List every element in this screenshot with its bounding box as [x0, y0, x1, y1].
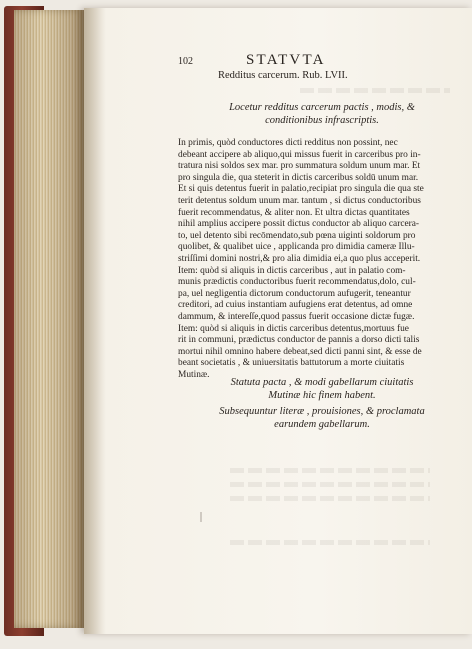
text-line: nihil amplius accipere possit dictus conductor ab aliquo carcera- [178, 219, 420, 230]
section-title-line: conditionibus infrascriptis. [265, 115, 379, 126]
text-line: Item: quòd si aliquis in dictis carceribus detentus,mortuus fue [178, 323, 409, 334]
text-line: dammum, & intereſſe,quod passus fuerit occasione dictæ fugæ. [178, 311, 415, 322]
closing-line: Statuta pacta , & modi gabellarum ciuitatis [230, 377, 414, 388]
text-line: Item: quòd si aliquis in dictis carceribus , aut in palatio com- [178, 265, 406, 276]
text-line: fuerit recommendatus, & aliter non. Et ultra dictas quantitates [178, 207, 410, 218]
body-text [178, 138, 452, 381]
gutter-shadow [84, 8, 106, 634]
text-line: to, uel detento sibi recōmendato,sub pœna uiginti soldorum pro [178, 230, 416, 241]
section-title-line: Locetur redditus carcerum pactis , modis, & [229, 102, 415, 113]
text-line: tratura nisi soldos sex mar. pro summatura soldum unum mar. Et [178, 161, 421, 172]
text-line: Et si quis detentus fuerit in palatio,recipiat pro singula die qua ste [178, 184, 424, 195]
text-line: creditori, ad cuius instantiam aufugiens erat detentus, ad omne [178, 300, 413, 311]
closing-line: Mutinæ hic finem habent. [268, 390, 376, 401]
page-edges [14, 10, 84, 628]
text-line: pa, uel negligentia dictorum conductorum aufugerit, teneantur [178, 288, 411, 299]
closing-statement [200, 376, 444, 402]
text-line: striſſimi domini nostri,& pro alia dimidia ei,a quo plus acceperit. [178, 253, 421, 264]
text-line: In primis, quòd conductores dicti redditus non possint, nec [178, 138, 398, 148]
section-title [202, 101, 442, 127]
text-line: pro singula die, qua steterit in dictis carceribus soldū unum mar. [178, 172, 419, 183]
page-mark [200, 512, 202, 522]
text-line: munis prædictis conductoribus fuerit recommendatus,dolo, cul- [178, 277, 416, 288]
bleed-through [230, 540, 430, 545]
text-line: beant societatis , & uniuersitatis battutorum a morte ciuitatis [178, 358, 405, 369]
text-line: Mutinæ. [178, 369, 210, 380]
text-line: rit in communi, prædictus conductor de pannis a dorso dicti talis [178, 335, 420, 346]
bleed-through [230, 496, 430, 501]
text-line: debeant accipere ab aliquo,qui missus fuerit in carceribus pro in- [178, 149, 421, 160]
subsequent-line: Subsequuntur literæ , prouisiones, & proclamata [219, 406, 425, 417]
bleed-through [230, 468, 430, 473]
page-number: 102 [178, 56, 193, 67]
rubric-heading: Redditus carcerum. Rub. LVII. [218, 70, 348, 81]
subsequent-line: earundem gabellarum. [274, 419, 370, 430]
running-head: STATVTA [246, 52, 326, 68]
text-line: quolibet, & qualibet uice , applicanda pro dimidia cameræ Illu- [178, 242, 415, 253]
subsequent-heading [200, 405, 444, 431]
text-line: mortui nihil omnino habere debeat,sed dicti panni sint, & esse de [178, 346, 422, 357]
bleed-through [230, 482, 430, 487]
text-line: terit detentus soldum unum mar. tantum , si dictus conductoribus [178, 195, 421, 206]
bleed-through [300, 88, 450, 93]
